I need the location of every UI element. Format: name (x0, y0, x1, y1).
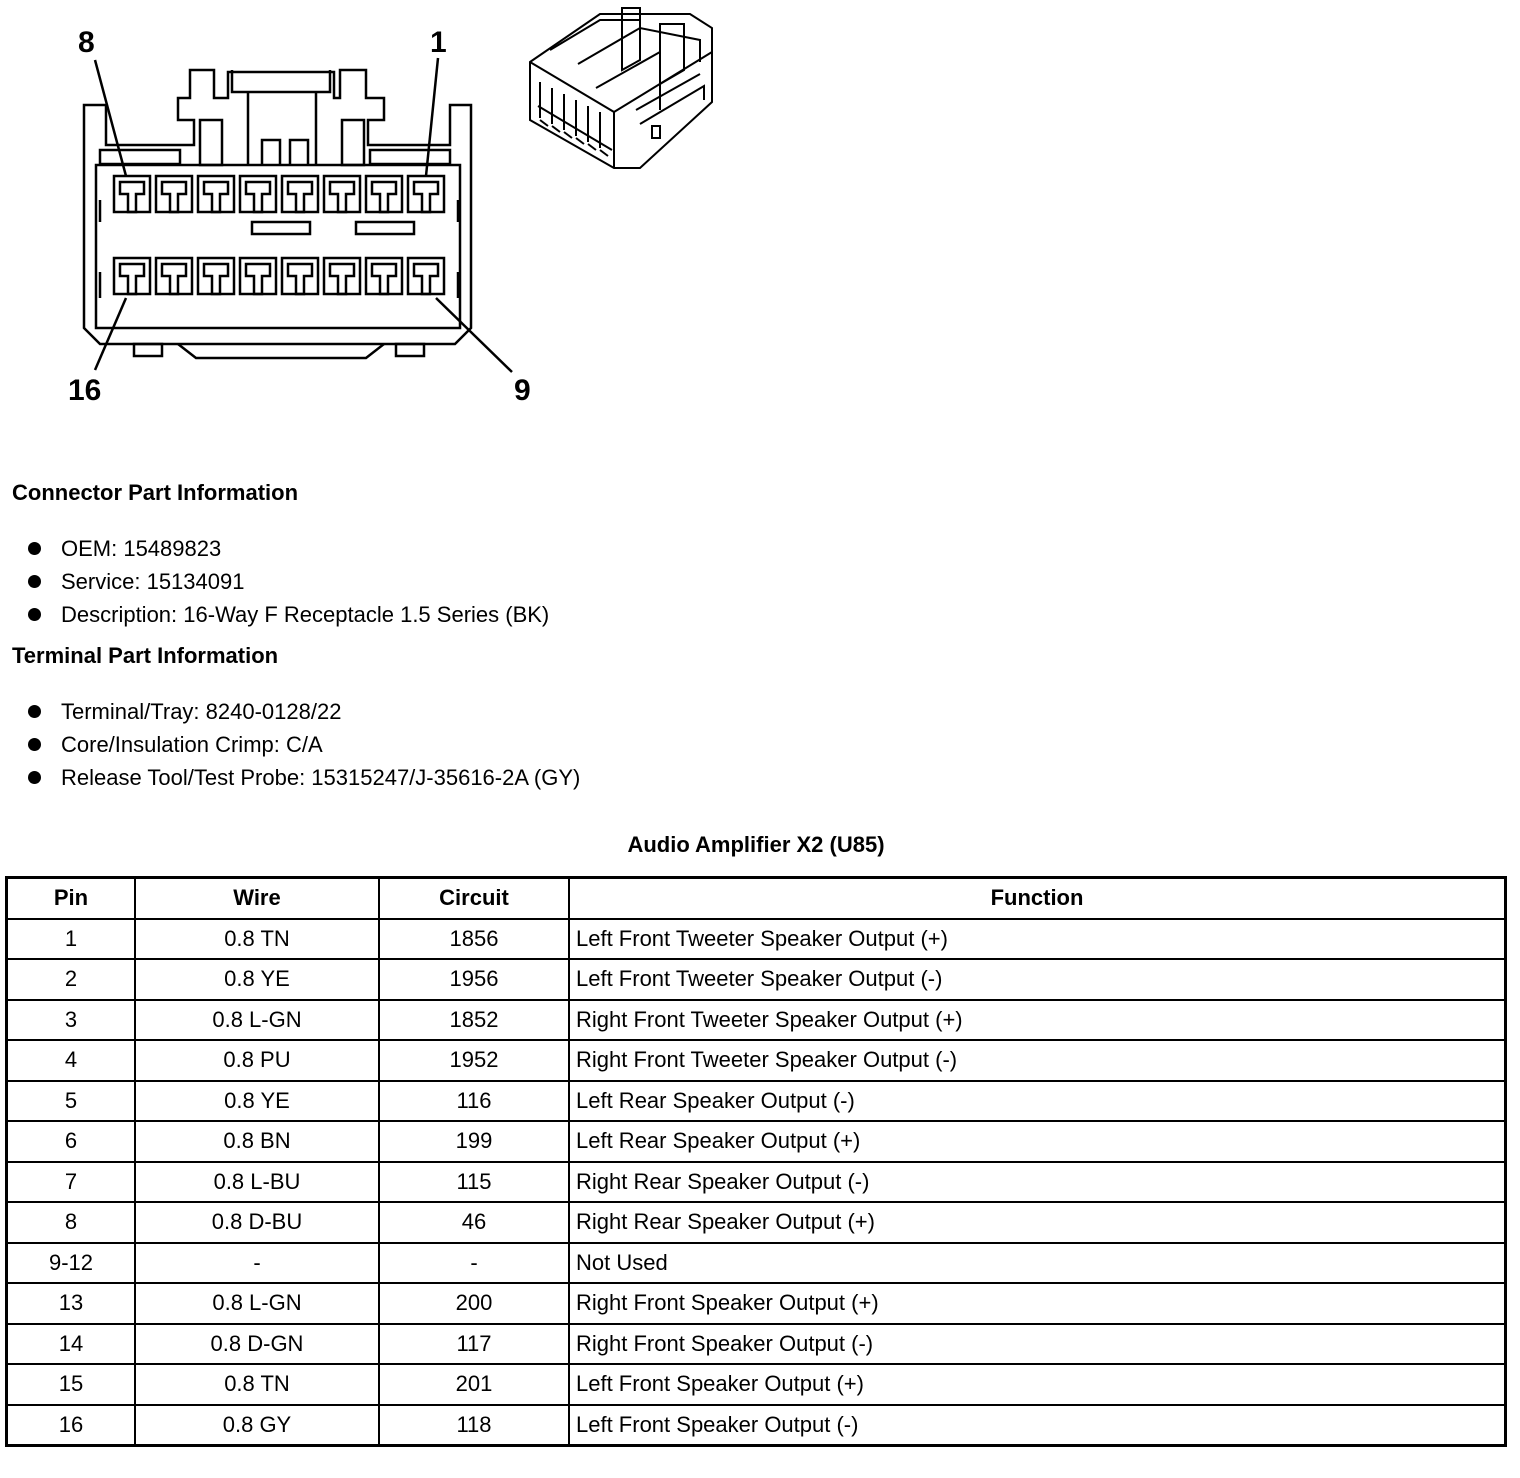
terminal-tool: Release Tool/Test Probe: 15315247/J-35616-2A (GY) (61, 765, 581, 790)
cell-function: Left Front Speaker Output (+) (569, 1364, 1506, 1405)
terminal-crimp: Core/Insulation Crimp: C/A (61, 732, 323, 757)
bullet-icon (28, 575, 41, 588)
connector-diagram (0, 0, 760, 420)
terminal-cavity (156, 258, 192, 294)
cell-wire: 0.8 D-BU (135, 1202, 379, 1243)
connector-face-icon (84, 58, 512, 372)
cell-function: Right Rear Speaker Output (+) (569, 1202, 1506, 1243)
cell-wire: 0.8 TN (135, 1364, 379, 1405)
terminal-cavity (366, 258, 402, 294)
cell-pin: 7 (7, 1162, 136, 1203)
cell-pin: 9-12 (7, 1243, 136, 1284)
table-row (7, 1324, 1506, 1365)
cell-wire: - (135, 1243, 379, 1284)
cell-pin: 4 (7, 1040, 136, 1081)
list-item (28, 761, 580, 794)
list-item (28, 532, 549, 565)
cell-wire: 0.8 L-BU (135, 1162, 379, 1203)
cell-wire: 0.8 YE (135, 1081, 379, 1122)
cell-wire: 0.8 YE (135, 959, 379, 1000)
callout-pin-9: 9 (514, 374, 531, 407)
callout-pin-16: 16 (68, 374, 102, 407)
cell-circuit: - (379, 1243, 569, 1284)
cell-pin: 13 (7, 1283, 136, 1324)
cell-pin: 6 (7, 1121, 136, 1162)
table-row (7, 1081, 1506, 1122)
terminal-cavity (282, 176, 318, 212)
cell-function: Left Front Tweeter Speaker Output (+) (569, 919, 1506, 960)
pinout-table (5, 876, 1507, 1447)
bullet-icon (28, 738, 41, 751)
connector-info-list (28, 532, 549, 631)
terminal-tray: Terminal/Tray: 8240-0128/22 (61, 699, 342, 724)
table-row (7, 1283, 1506, 1324)
bullet-icon (28, 771, 41, 784)
cell-circuit: 1952 (379, 1040, 569, 1081)
table-row (7, 1243, 1506, 1284)
cell-wire: 0.8 BN (135, 1121, 379, 1162)
header-wire: Wire (135, 878, 379, 919)
connector-description: Description: 16-Way F Receptacle 1.5 Series (BK) (61, 602, 550, 627)
cell-pin: 1 (7, 919, 136, 960)
terminal-cavity (114, 258, 150, 294)
terminal-info-title: Terminal Part Information (12, 643, 279, 668)
terminal-cavity (240, 176, 276, 212)
bullet-icon (28, 705, 41, 718)
cell-circuit: 1956 (379, 959, 569, 1000)
list-item (28, 598, 549, 631)
table-row (7, 919, 1506, 960)
terminal-cavity (156, 176, 192, 212)
cell-circuit: 1852 (379, 1000, 569, 1041)
cell-circuit: 117 (379, 1324, 569, 1365)
cell-function: Left Front Speaker Output (-) (569, 1405, 1506, 1446)
cell-circuit: 115 (379, 1162, 569, 1203)
table-caption: Audio Amplifier X2 (U85) (627, 832, 885, 857)
cell-wire: 0.8 L-GN (135, 1000, 379, 1041)
cell-function: Left Rear Speaker Output (-) (569, 1081, 1506, 1122)
cell-wire: 0.8 TN (135, 919, 379, 960)
header-circuit: Circuit (379, 878, 569, 919)
terminal-cavity (324, 258, 360, 294)
table-row (7, 1121, 1506, 1162)
cell-circuit: 200 (379, 1283, 569, 1324)
cell-wire: 0.8 GY (135, 1405, 379, 1446)
cell-pin: 14 (7, 1324, 136, 1365)
cell-function: Left Front Tweeter Speaker Output (-) (569, 959, 1506, 1000)
connector-service: Service: 15134091 (61, 569, 245, 594)
callout-pin-8: 8 (78, 26, 95, 59)
cell-circuit: 118 (379, 1405, 569, 1446)
cell-pin: 15 (7, 1364, 136, 1405)
terminal-cavity (282, 258, 318, 294)
terminal-cavity (366, 176, 402, 212)
terminal-cavity (114, 176, 150, 212)
bullet-icon (28, 608, 41, 621)
header-function: Function (569, 878, 1506, 919)
cell-wire: 0.8 D-GN (135, 1324, 379, 1365)
table-row (7, 1162, 1506, 1203)
list-item (28, 695, 580, 728)
cell-circuit: 201 (379, 1364, 569, 1405)
table-row (7, 1202, 1506, 1243)
list-item (28, 728, 580, 761)
cell-wire: 0.8 L-GN (135, 1283, 379, 1324)
cell-pin: 8 (7, 1202, 136, 1243)
table-header-row (7, 878, 1506, 919)
cell-function: Right Front Speaker Output (-) (569, 1324, 1506, 1365)
cell-circuit: 116 (379, 1081, 569, 1122)
table-row (7, 1364, 1506, 1405)
cell-pin: 5 (7, 1081, 136, 1122)
header-pin: Pin (7, 878, 136, 919)
terminal-cavity (198, 176, 234, 212)
terminal-cavity (324, 176, 360, 212)
cell-function: Right Front Tweeter Speaker Output (-) (569, 1040, 1506, 1081)
table-row (7, 1000, 1506, 1041)
list-item (28, 565, 549, 598)
terminal-cavity (240, 258, 276, 294)
terminal-info-list (28, 695, 580, 794)
connector-3d-view-icon (530, 8, 712, 168)
cell-circuit: 199 (379, 1121, 569, 1162)
callout-pin-1: 1 (430, 26, 447, 59)
connector-oem: OEM: 15489823 (61, 536, 222, 561)
table-row (7, 1040, 1506, 1081)
cell-pin: 16 (7, 1405, 136, 1446)
connector-info-title: Connector Part Information (12, 480, 299, 505)
cell-wire: 0.8 PU (135, 1040, 379, 1081)
cell-function: Not Used (569, 1243, 1506, 1284)
table-row (7, 1405, 1506, 1446)
cell-circuit: 46 (379, 1202, 569, 1243)
cell-circuit: 1856 (379, 919, 569, 960)
cell-function: Right Front Speaker Output (+) (569, 1283, 1506, 1324)
terminal-cavity (408, 176, 444, 212)
cell-function: Right Front Tweeter Speaker Output (+) (569, 1000, 1506, 1041)
cell-pin: 2 (7, 959, 136, 1000)
table-row (7, 959, 1506, 1000)
bullet-icon (28, 542, 41, 555)
terminal-cavity (408, 258, 444, 294)
cell-function: Left Rear Speaker Output (+) (569, 1121, 1506, 1162)
cell-pin: 3 (7, 1000, 136, 1041)
cell-function: Right Rear Speaker Output (-) (569, 1162, 1506, 1203)
terminal-cavity (198, 258, 234, 294)
